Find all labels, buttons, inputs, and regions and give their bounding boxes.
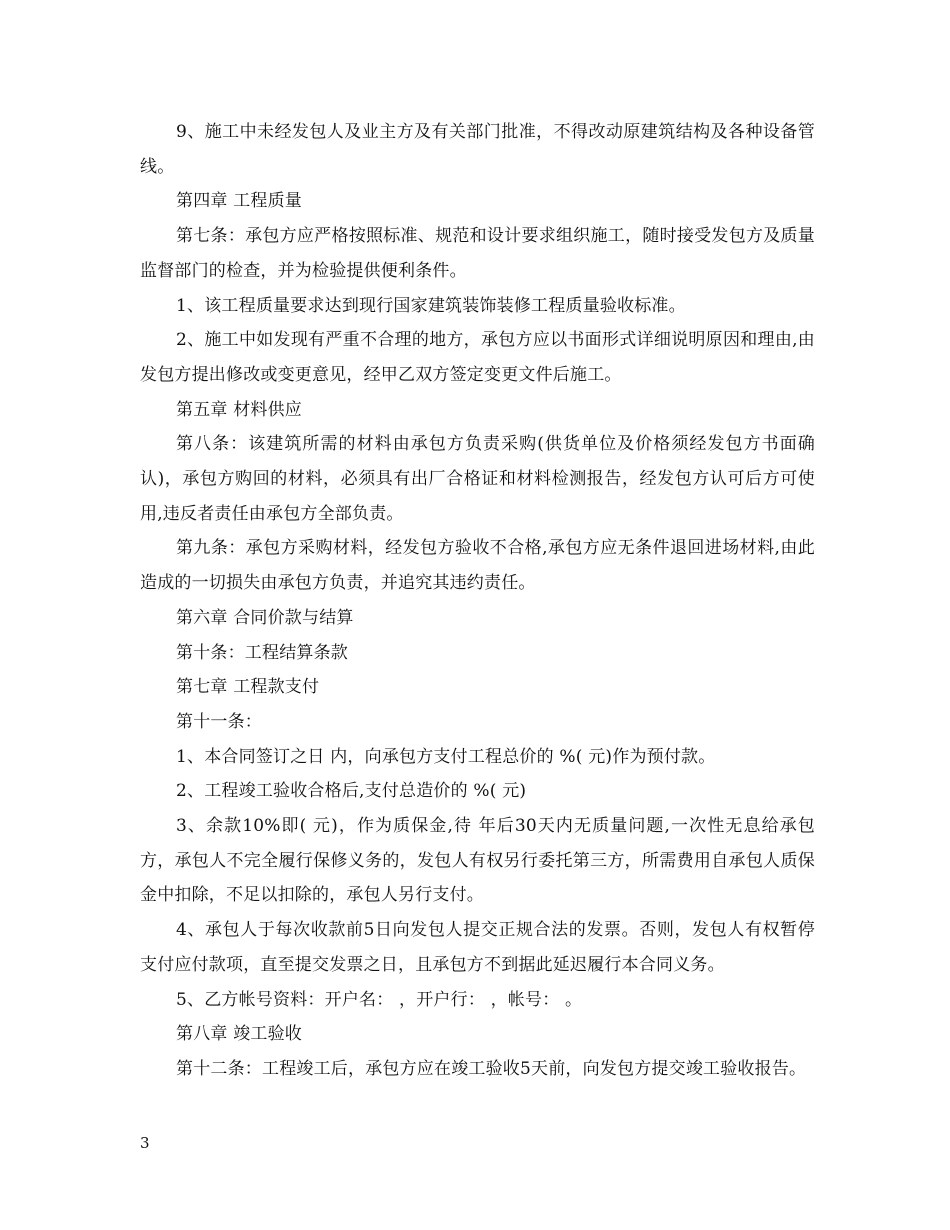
bank-account-item: 5、乙方帐号资料：开户名： ，开户行： ，帐号： 。: [176, 989, 583, 1010]
chapter-heading-acceptance: 第八章 竣工验收: [176, 1024, 303, 1045]
quality-standard-item: 1、该工程质量要求达到现行国家建筑装饰装修工程质量验收标准。: [176, 295, 686, 316]
article-11-heading: 第十一条：: [176, 711, 262, 732]
article-10-settlement: 第十条：工程结算条款: [176, 642, 348, 663]
completion-payment-item: 2、工程竣工验收合格后,支付总造价的 %( 元): [176, 781, 527, 802]
page-number: 3: [140, 1134, 150, 1152]
article-7-quality: 第七条：承包方应严格按照标准、规范和设计要求组织施工，随时接受发包方及质量监督部门的检查，并为检验提供便利条件。: [140, 226, 815, 281]
article-9-material-inspection: 第九条：承包方采购材料，经发包方验收不合格,承包方应无条件退回进场材料,由此造成的一切损失由承包方负责，并追究其违约责任。: [140, 538, 815, 594]
chapter-heading-quality: 第四章 工程质量: [176, 191, 303, 212]
article-12-acceptance: 第十二条：工程竣工后，承包方应在竣工验收5天前，向发包方提交竣工验收报告。: [176, 1058, 807, 1079]
unreasonable-construction-item: 2、施工中如发现有严重不合理的地方，承包方应以书面形式详细说明原因和理由,由发包方提出修改或变更意见，经甲乙双方签定变更文件后施工。: [140, 330, 815, 385]
invoice-item: 4、承包人于每次收款前5日向发包人提交正规合法的发票。否则，发包人有权暂停支付应付款项，直至提交发票之日，且承包方不到据此延迟履行本合同义务。: [140, 920, 815, 975]
chapter-heading-contract-price: 第六章 合同价款与结算: [176, 607, 354, 628]
chapter-heading-payment: 第七章 工程款支付: [176, 677, 320, 698]
advance-payment-item: 1、本合同签订之日 内，向承包方支付工程总价的 %( 元)作为预付款。: [176, 746, 716, 767]
chapter-heading-material-supply: 第五章 材料供应: [176, 399, 303, 420]
retention-payment-item: 3、余款10%即( 元)，作为质保金,待 年后30天内无质量问题,一次性无息给承包方，承包人不完全履行保修义务的，发包人有权另行委托第三方，所需费用自承包人质保金中扣除，不足以扣除的，承包人另行支付。: [140, 816, 815, 906]
paragraph-item-9-structure: 9、施工中未经发包人及业主方及有关部门批准，不得改动原建筑结构及各种设备管线。: [140, 122, 815, 177]
article-8-materials: 第八条：该建筑所需的材料由承包方负责采购(供货单位及价格须经发包方书面确认)，承包方购回的材料，必须具有出厂合格证和材料检测报告，经发包方认可后方可使用,违反者责任由承包方全部负责。: [140, 434, 815, 524]
document-body: [140, 115, 815, 1087]
